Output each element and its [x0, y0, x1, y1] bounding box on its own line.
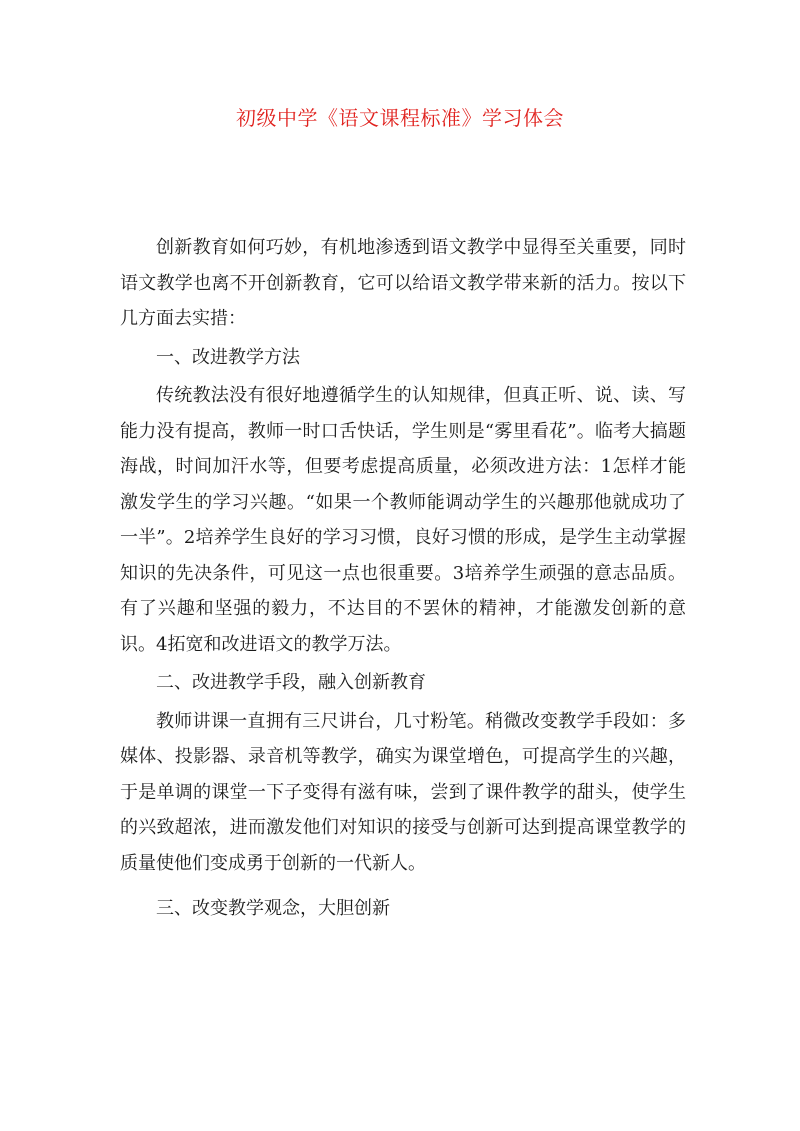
section-2-paragraph: 教师讲课一直拥有三尺讲台，几寸粉笔。稍微改变教学手段如：多媒体、投影器、录音机等教学，确实为课堂增色，可提高学生的兴趣，于是单调的课堂一下子变得有滋有味，尝到了课件教学的甜头，使学生的兴致超浓，进而激发他们对知识的接受与创新可达到提高课堂教学的质量使他们变成勇于创新的一代新人。 [120, 710, 686, 874]
document-body [120, 230, 686, 927]
section-heading-1: 一、改进教学方法 [156, 346, 300, 368]
intro-paragraph: 创新教育如何巧妙，有机地渗透到语文教学中显得至关重要，同时语文教学也离不开创新教育，它可以给语文教学带来新的活力。按以下几方面去实措： [120, 237, 686, 329]
section-heading-3: 三、改变教学观念，大胆创新 [156, 898, 390, 919]
section-heading-2: 二、改进教学手段，融入创新教育 [156, 672, 426, 693]
document-title: 初级中学《语文课程标准》学习体会 [236, 106, 564, 130]
section-1-paragraph: 传统教法没有很好地遵循学生的认知规律，但真正听、说、读、写能力没有提高，教师一时口舌快话，学生则是“雾里看花”。临考大搞题海战，时间加汗水等，但要考虑提高质量，必须改进方法：1怎样才能激发学生的学习兴趣。“如果一个教师能调动学生的兴趣那他就成功了一半”。2培养学生良好的学习习惯，良好习惯的形成，是学生主动掌握知识的先决条件，可见这一点也很重要。3培养学生顽强的意志品质。有了兴趣和坚强的毅力，不达目的不罢休的精神，才能激发创新的意识。4拓宽和改进语文的教学万法。 [120, 385, 686, 655]
